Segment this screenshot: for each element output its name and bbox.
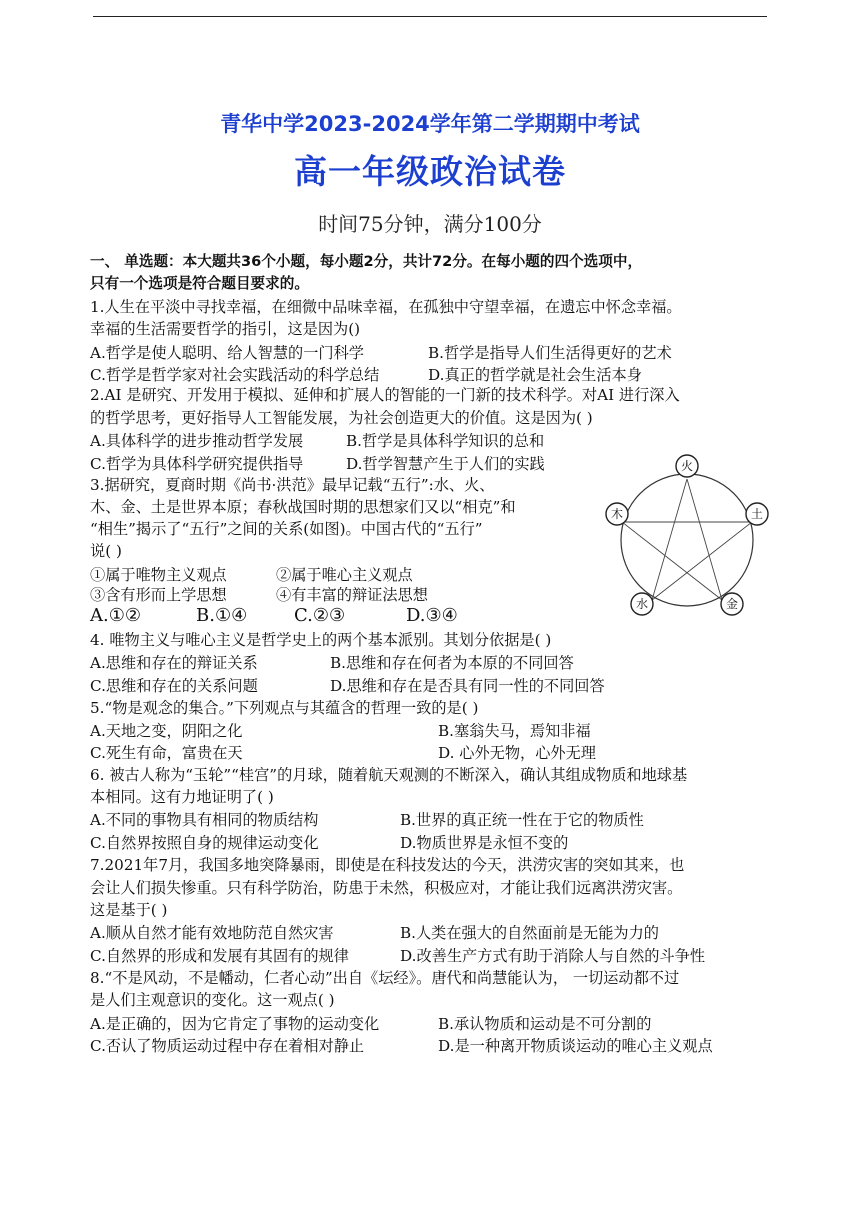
q1-option-d: D.真正的哲学就是社会生活本身 — [428, 366, 642, 384]
q3-option-d: D.③④ — [406, 605, 458, 626]
q3-statement-1: ①属于唯物主义观点 — [90, 566, 227, 584]
q5-option-b: B.塞翁失马，焉知非福 — [438, 722, 591, 740]
q2-option-d: D.哲学智慧产生于人们的实践 — [346, 455, 545, 473]
q3-option-b: B.①④ — [196, 605, 248, 626]
wood-label: 木 — [610, 507, 624, 521]
q8-option-d: D.是一种离开物质谈运动的唯心主义观点 — [438, 1037, 713, 1055]
q7-option-b: B.人类在强大的自然面前是无能为力的 — [400, 924, 659, 942]
q8-option-a: A.是正确的，因为它肯定了事物的运动变化 — [90, 1015, 380, 1033]
q7-option-d: D.改善生产方式有助于消除人与自然的斗争性 — [400, 947, 706, 965]
q4-option-c: C.思维和存在的关系问题 — [90, 677, 258, 695]
q8-stem-line1: 8.“不是风动，不是幡动，仁者心动”出自《坛经》。唐代和尚慧能认为， 一切运动都不过 — [90, 969, 680, 987]
q3-statement-3: ③含有形而上学思想 — [90, 586, 227, 604]
q5-option-c: C.死生有命，富贵在天 — [90, 744, 243, 762]
q7-option-a: A.顺从自然才能有效地防范自然灾害 — [90, 924, 334, 942]
section-heading-line2: 只有一个选项是符合题目要求的。 — [90, 275, 309, 292]
q6-stem-line1: 6. 被古人称为“玉轮”“桂宫”的月球，随着航天观测的不断深入，确认其组成物质和地球基 — [90, 766, 688, 784]
q5-stem-line1: 5.“物是观念的集合。”下列观点与其蕴含的哲理一致的是( ) — [90, 699, 479, 717]
restraint-star — [622, 479, 752, 600]
q4-option-b: B.思维和存在何者为本原的不同回答 — [330, 654, 574, 672]
q6-option-d: D.物质世界是永恒不变的 — [400, 834, 569, 852]
q3-statement-4: ④有丰富的辩证法思想 — [276, 586, 428, 604]
cycle-ring — [621, 474, 753, 606]
q1-stem-line2: 幸福的生活需要哲学的指引，这是因为() — [90, 320, 361, 338]
section-heading-line1: 一、 单选题：本大题共36个小题，每小题2分，共计72分。在每小题的四个选项中， — [90, 253, 643, 270]
q2-stem-line2: 的哲学思考，更好指导人工智能发展，为社会创造更大的价值。这是因为( ) — [90, 409, 593, 427]
metal-label: 金 — [725, 597, 739, 611]
water-label: 水 — [635, 597, 649, 611]
q6-option-b: B.世界的真正统一性在于它的物质性 — [400, 811, 644, 829]
q2-option-c: C.哲学为具体科学研究提供指导 — [90, 455, 304, 473]
q1-option-c: C.哲学是哲学家对社会实践活动的科学总结 — [90, 366, 380, 384]
q3-option-c: C.②③ — [294, 605, 346, 626]
q5-option-d: D. 心外无物，心外无理 — [438, 744, 596, 762]
q6-stem-line2: 本相同。这有力地证明了( ) — [90, 788, 274, 806]
q4-stem-line1: 4. 唯物主义与唯心主义是哲学史上的两个基本派别。其划分依据是( ) — [90, 631, 552, 649]
q3-option-a: A.①② — [90, 605, 141, 626]
q6-option-c: C.自然界按照自身的规律运动变化 — [90, 834, 319, 852]
q3-stem-line3: “相生”揭示了“五行”之间的关系(如图)。中国古代的“五行” — [90, 520, 483, 538]
q3-stem-line4: 说( ) — [90, 542, 122, 560]
q2-stem-line1: 2.AI 是研究、开发用于模拟、延伸和扩展人的智能的一门新的技术科学。对AI 进行深入 — [90, 386, 680, 404]
q6-option-a: A.不同的事物具有相同的物质结构 — [90, 811, 319, 829]
q2-option-a: A.具体科学的进步推动哲学发展 — [90, 432, 304, 450]
header-rule — [93, 16, 767, 17]
school-exam-title: 青华中学2023-2024学年第二学期期中考试 — [220, 112, 640, 136]
q3-statement-2: ②属于唯心主义观点 — [276, 566, 413, 584]
q1-stem-line1: 1.人生在平淡中寻找幸福，在细微中品味幸福，在孤独中守望幸福，在遗忘中怀念幸福。 — [90, 298, 682, 316]
paper-title: 高一年级政治试卷 — [294, 152, 566, 191]
q7-stem-line3: 这是基于( ) — [90, 901, 168, 919]
earth-label: 土 — [750, 507, 764, 521]
q3-stem-line2: 木、金、土是世界本原；春秋战国时期的思想家们又以“相克”和 — [90, 498, 516, 516]
q8-option-c: C.否认了物质运动过程中存在着相对静止 — [90, 1037, 365, 1055]
q5-option-a: A.天地之变，阴阳之化 — [90, 722, 243, 740]
fire-label: 火 — [680, 459, 694, 473]
q8-option-b: B.承认物质和运动是不可分割的 — [438, 1015, 652, 1033]
q2-option-b: B.哲学是具体科学知识的总和 — [346, 432, 545, 450]
q7-stem-line2: 会让人们损失惨重。只有科学防治，防患于未然，积极应对，才能让我们远离洪涝灾害。 — [90, 879, 683, 897]
q4-option-a: A.思维和存在的辩证关系 — [90, 654, 258, 672]
q1-option-b: B.哲学是指导人们生活得更好的艺术 — [428, 344, 672, 362]
q1-option-a: A.哲学是使人聪明、给人智慧的一门科学 — [90, 344, 364, 362]
time-score-line: 时间75分钟，满分100分 — [318, 212, 542, 236]
q8-stem-line2: 是人们主观意识的变化。这一观点( ) — [90, 991, 335, 1009]
five-elements-diagram — [602, 452, 772, 624]
q7-option-c: C.自然界的形成和发展有其固有的规律 — [90, 947, 349, 965]
q4-option-d: D.思维和存在是否具有同一性的不同回答 — [330, 677, 605, 695]
q7-stem-line1: 7.2021年7月，我国多地突降暴雨，即使是在科技发达的今天，洪涝灾害的突如其来，也 — [90, 856, 685, 874]
q3-stem-line1: 3.据研究，夏商时期《尚书·洪范》最早记载“五行”:水、火、 — [90, 476, 495, 494]
